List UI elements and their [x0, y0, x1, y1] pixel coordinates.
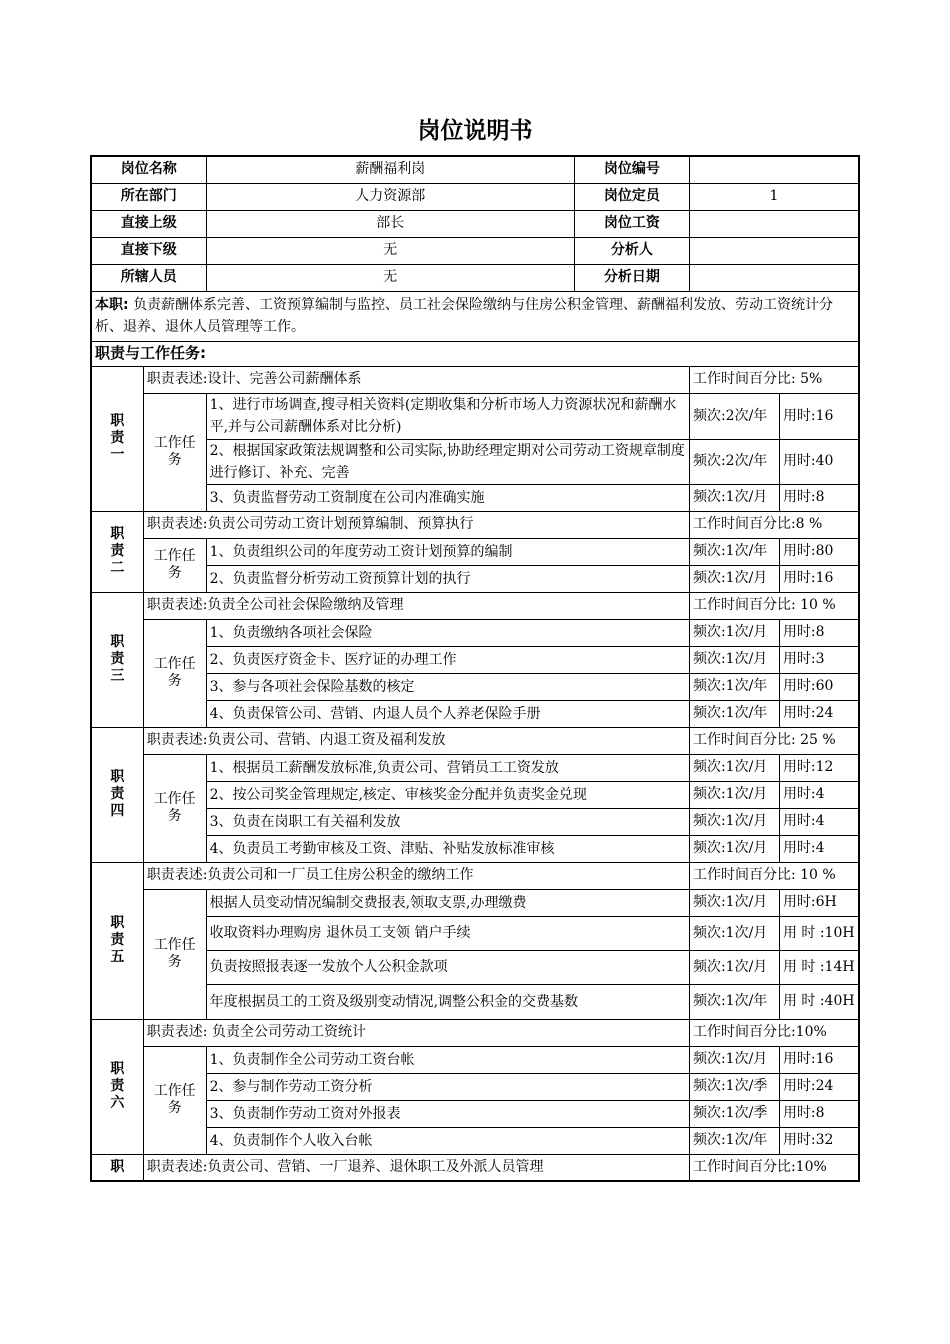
duty-statement-row: [91, 1019, 859, 1046]
duty-time-percent: 工作时间百分比: 5%: [689, 366, 859, 393]
task-time: 用时:16: [779, 1046, 859, 1073]
duty-name: [91, 862, 143, 1019]
task-row: [91, 565, 859, 592]
duty-name-char: 一: [110, 447, 125, 463]
task-frequency: 频次:1次/月: [689, 754, 779, 781]
task-row: [91, 808, 859, 835]
task-frequency: 频次:1次/月: [689, 889, 779, 916]
task-label: 工作任务: [143, 619, 206, 727]
task-text: 3、负责监督劳动工资制度在公司内准确实施: [206, 484, 689, 511]
task-frequency: 频次:1次/季: [689, 1073, 779, 1100]
task-text: 收取资料办理购房 退休员工支领 销户手续: [206, 916, 689, 950]
header-label: 岗位定员: [574, 183, 689, 210]
task-text: 4、负责制作个人收入台帐: [206, 1127, 689, 1154]
task-row: [91, 950, 859, 984]
task-row: [91, 984, 859, 1019]
task-frequency: 频次:2次/年: [689, 393, 779, 439]
duty-name-char: 三: [110, 668, 125, 684]
task-text: 4、负责保管公司、营销、内退人员个人养老保险手册: [206, 700, 689, 727]
header-value: 无: [206, 264, 574, 291]
header-value: 无: [206, 237, 574, 264]
task-text: 1、进行市场调查,搜寻相关资料(定期收集和分析市场人力资源状况和薪酬水平,并与公司薪酬体系对比分析): [206, 393, 689, 439]
duty-statement-row: [91, 727, 859, 754]
task-frequency: 频次:1次/月: [689, 1046, 779, 1073]
header-label: 岗位编号: [574, 156, 689, 183]
header-value: [689, 156, 859, 183]
task-row: [91, 916, 859, 950]
task-row: [91, 781, 859, 808]
task-time: 用时:16: [779, 565, 859, 592]
header-row: [91, 264, 859, 291]
duty-time-percent: 工作时间百分比: 10 %: [689, 862, 859, 889]
task-frequency: 频次:1次/年: [689, 984, 779, 1019]
duty-time-percent: 工作时间百分比:8 %: [689, 511, 859, 538]
duty-name-char: 职: [110, 1158, 125, 1175]
header-label: 直接下级: [91, 237, 206, 264]
task-text: 3、负责在岗职工有关福利发放: [206, 808, 689, 835]
task-time: 用时:32: [779, 1127, 859, 1154]
task-time: 用时:8: [779, 484, 859, 511]
page-title: 岗位说明书: [417, 118, 533, 144]
task-frequency: 频次:1次/年: [689, 700, 779, 727]
task-row: [91, 835, 859, 862]
task-frequency: 频次:1次/月: [689, 484, 779, 511]
task-text: 1、负责组织公司的年度劳动工资计划预算的编制: [206, 538, 689, 565]
duty-name: [91, 1019, 143, 1154]
task-text: 2、负责监督分析劳动工资预算计划的执行: [206, 565, 689, 592]
duty-statement-row: [91, 862, 859, 889]
duty-statement-row: [91, 1154, 859, 1181]
header-value: 部长: [206, 210, 574, 237]
header-row: [91, 237, 859, 264]
header-label: 直接上级: [91, 210, 206, 237]
task-time: 用时:80: [779, 538, 859, 565]
task-frequency: 频次:1次/月: [689, 916, 779, 950]
task-time: 用时:60: [779, 673, 859, 700]
duty-name-char: 五: [110, 949, 125, 965]
task-row: [91, 889, 859, 916]
task-label: 工作任务: [143, 1046, 206, 1154]
task-time: 用时:24: [779, 700, 859, 727]
task-row: [91, 700, 859, 727]
task-row: [91, 538, 859, 565]
task-text: 2、根据国家政策法规调整和公司实际,协助经理定期对公司劳动工资规章制度进行修订、补充、完善: [206, 439, 689, 484]
job-description-table: [90, 155, 860, 1182]
duty-time-percent: 工作时间百分比:10%: [689, 1154, 859, 1181]
task-row: [91, 393, 859, 439]
header-label: 所在部门: [91, 183, 206, 210]
task-time: 用时:4: [779, 781, 859, 808]
duty-name-char: 责: [110, 786, 125, 802]
duty-name-char: 职: [110, 915, 125, 931]
task-time: 用时:12: [779, 754, 859, 781]
duty-name: [91, 511, 143, 592]
header-value: [689, 264, 859, 291]
summary-label: 本职:: [95, 297, 129, 313]
task-frequency: 频次:1次/月: [689, 565, 779, 592]
duty-name-char: 四: [110, 803, 125, 819]
task-row: [91, 673, 859, 700]
duty-name: [91, 592, 143, 727]
duty-statement-row: [91, 511, 859, 538]
task-time: 用时:6H: [779, 889, 859, 916]
header-value: 人力资源部: [206, 183, 574, 210]
task-row: [91, 1073, 859, 1100]
duty-statement: 职责表述:负责公司、营销、内退工资及福利发放: [143, 727, 689, 754]
task-time: 用 时 :14H: [779, 950, 859, 984]
summary-text: 负责薪酬体系完善、工资预算编制与监控、员工社会保险缴纳与住房公积金管理、薪酬福利发放、劳动工资统计分析、退养、退休人员管理等工作。: [95, 297, 834, 335]
task-frequency: 频次:1次/月: [689, 646, 779, 673]
task-label: 工作任务: [143, 754, 206, 862]
task-frequency: 频次:2次/年: [689, 439, 779, 484]
task-frequency: 频次:1次/月: [689, 808, 779, 835]
task-text: 2、负责医疗资金卡、医疗证的办理工作: [206, 646, 689, 673]
task-text: 3、参与各项社会保险基数的核定: [206, 673, 689, 700]
task-row: [91, 619, 859, 646]
header-row: [91, 183, 859, 210]
task-text: 2、按公司奖金管理规定,核定、审核奖金分配并负责奖金兑现: [206, 781, 689, 808]
task-text: 1、负责制作全公司劳动工资台帐: [206, 1046, 689, 1073]
header-label: 岗位工资: [574, 210, 689, 237]
duty-name: [91, 366, 143, 511]
task-frequency: 频次:1次/年: [689, 1127, 779, 1154]
task-time: 用时:24: [779, 1073, 859, 1100]
task-text: 3、负责制作劳动工资对外报表: [206, 1100, 689, 1127]
task-row: [91, 646, 859, 673]
task-row: [91, 439, 859, 484]
summary-row: [91, 291, 859, 341]
duty-name-char: 责: [110, 430, 125, 446]
task-time: 用时:4: [779, 835, 859, 862]
task-row: [91, 1046, 859, 1073]
duty-name-char: 责: [110, 543, 125, 559]
header-value: [689, 210, 859, 237]
task-label: 工作任务: [143, 393, 206, 511]
task-label: 工作任务: [143, 889, 206, 1019]
task-row: [91, 1100, 859, 1127]
duty-time-percent: 工作时间百分比: 25 %: [689, 727, 859, 754]
duty-name-char: 责: [110, 1078, 125, 1094]
header-value: 1: [689, 183, 859, 210]
task-row: [91, 754, 859, 781]
header-label: 分析日期: [574, 264, 689, 291]
task-label: 工作任务: [143, 538, 206, 592]
task-row: [91, 484, 859, 511]
task-text: 4、负责员工考勤审核及工资、津贴、补贴发放标准审核: [206, 835, 689, 862]
duty-statement: 职责表述: 负责全公司劳动工资统计: [143, 1019, 689, 1046]
task-text: 负责按照报表逐一发放个人公积金款项: [206, 950, 689, 984]
header-label: 所辖人员: [91, 264, 206, 291]
duty-name: [91, 727, 143, 862]
duty-name-char: 六: [110, 1095, 125, 1111]
task-time: 用时:8: [779, 1100, 859, 1127]
task-frequency: 频次:1次/月: [689, 835, 779, 862]
duty-name-char: 二: [110, 560, 125, 576]
task-time: 用时:40: [779, 439, 859, 484]
task-time: 用 时 :40H: [779, 984, 859, 1019]
duty-statement: 职责表述:负责公司劳动工资计划预算编制、预算执行: [143, 511, 689, 538]
summary-cell: [91, 291, 859, 341]
header-label: 分析人: [574, 237, 689, 264]
task-time: 用时:8: [779, 619, 859, 646]
duty-name: [91, 1154, 143, 1181]
duties-heading-row: [91, 341, 859, 366]
task-frequency: 频次:1次/年: [689, 673, 779, 700]
duty-name-char: 职: [110, 1061, 125, 1077]
duty-statement: 职责表述:负责公司、营销、一厂退养、退休职工及外派人员管理: [143, 1154, 689, 1181]
task-frequency: 频次:1次/年: [689, 538, 779, 565]
duty-time-percent: 工作时间百分比:10%: [689, 1019, 859, 1046]
duty-name-char: 职: [110, 634, 125, 650]
task-text: 1、根据员工薪酬发放标准,负责公司、营销员工工资发放: [206, 754, 689, 781]
duty-statement: 职责表述:负责公司和一厂员工住房公积金的缴纳工作: [143, 862, 689, 889]
duty-statement: 职责表述:设计、完善公司薪酬体系: [143, 366, 689, 393]
header-value: 薪酬福利岗: [206, 156, 574, 183]
header-label: 岗位名称: [91, 156, 206, 183]
duty-statement: 职责表述:负责全公司社会保险缴纳及管理: [143, 592, 689, 619]
duty-time-percent: 工作时间百分比: 10 %: [689, 592, 859, 619]
task-time: 用时:16: [779, 393, 859, 439]
task-frequency: 频次:1次/季: [689, 1100, 779, 1127]
header-row: [91, 210, 859, 237]
task-row: [91, 1127, 859, 1154]
task-time: 用时:3: [779, 646, 859, 673]
task-text: 根据人员变动情况编制交费报表,领取支票,办理缴费: [206, 889, 689, 916]
task-time: 用 时 :10H: [779, 916, 859, 950]
duty-statement-row: [91, 366, 859, 393]
task-frequency: 频次:1次/月: [689, 619, 779, 646]
header-row: [91, 156, 859, 183]
duty-name-char: 职: [110, 769, 125, 785]
task-frequency: 频次:1次/月: [689, 950, 779, 984]
duties-heading: 职责与工作任务:: [91, 341, 859, 366]
duty-name-char: 职: [110, 526, 125, 542]
duty-name-char: 责: [110, 651, 125, 667]
task-frequency: 频次:1次/月: [689, 781, 779, 808]
header-value: [689, 237, 859, 264]
task-text: 2、参与制作劳动工资分析: [206, 1073, 689, 1100]
duty-statement-row: [91, 592, 859, 619]
duty-name-char: 职: [110, 413, 125, 429]
task-text: 1、负责缴纳各项社会保险: [206, 619, 689, 646]
duty-name-char: 责: [110, 932, 125, 948]
task-text: 年度根据员工的工资及级别变动情况,调整公积金的交费基数: [206, 984, 689, 1019]
task-time: 用时:4: [779, 808, 859, 835]
